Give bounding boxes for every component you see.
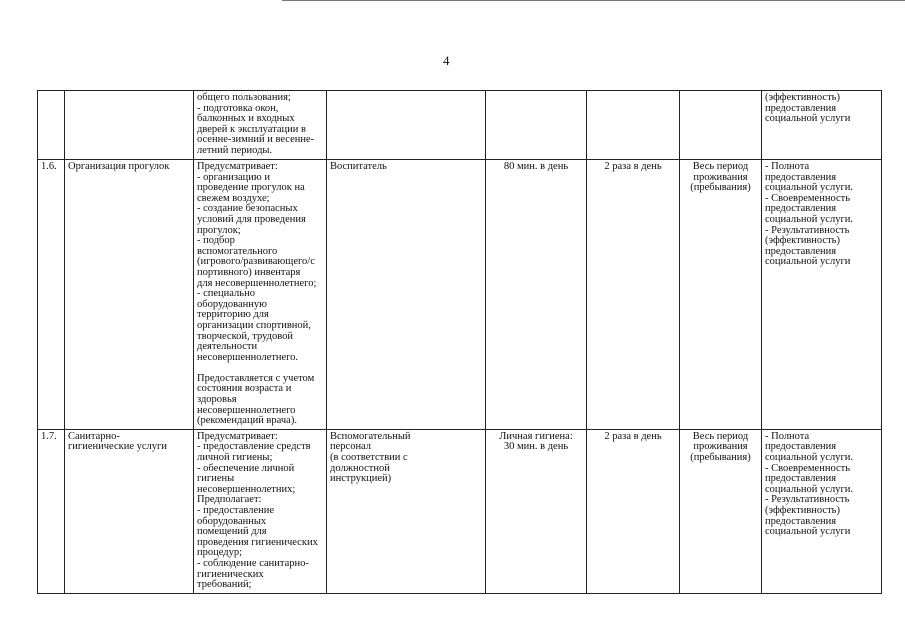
text-line: социальной услуги. — [765, 213, 853, 225]
text-line: Весь период — [692, 430, 749, 442]
text-line: предоставления — [765, 515, 837, 527]
text-line: гигиены — [197, 473, 235, 485]
cell-description — [194, 429, 327, 593]
text-line: социальной услуги — [765, 113, 851, 125]
cell-performer — [327, 429, 486, 593]
text-line: предоставления — [765, 441, 837, 453]
text-line: Предоставляется с учетом — [197, 372, 315, 384]
text-line: процедур; — [197, 547, 243, 559]
text-line: предоставления — [765, 245, 837, 257]
text-line: гигиенические услуги — [68, 441, 167, 453]
text-line: (эффективность) — [765, 235, 840, 247]
text-line: проведения гигиенических — [197, 536, 318, 548]
cell-period — [680, 160, 762, 430]
text-line: прогулок; — [197, 224, 241, 236]
cell-service-name — [65, 91, 194, 160]
text-line: социальной услуги. — [765, 452, 853, 464]
cell-frequency: 2 раза в день — [587, 160, 680, 430]
cell-service-name — [65, 160, 194, 430]
cell-description — [194, 160, 327, 430]
services-table — [37, 90, 882, 594]
text-line: творческой, трудовой — [197, 330, 294, 342]
text-line: - Результативность — [765, 224, 850, 236]
text-line: условий для проведения — [197, 213, 306, 225]
text-line: состояния возраста и — [197, 383, 292, 395]
text-line: - соблюдение санитарно- — [197, 557, 309, 569]
text-line: дверей к эксплуатации в — [197, 123, 306, 135]
text-line: балконных и входных — [197, 113, 295, 125]
text-line: - предоставление средств — [197, 441, 311, 453]
text-line: проживания — [693, 171, 748, 183]
text-line: предоставления — [765, 473, 837, 485]
text-line: оборудованных — [197, 515, 267, 527]
text-line: - Своевременность — [765, 192, 851, 204]
table-row — [38, 91, 882, 160]
text-line: - Полнота — [765, 161, 810, 172]
text-line: несовершеннолетних; — [197, 483, 296, 495]
text-line: (эффективность) — [765, 505, 840, 516]
text-line: - создание безопасных — [197, 203, 298, 215]
text-line: (эффективность) — [765, 92, 840, 103]
text-line: общего пользования; — [197, 92, 291, 103]
text-line: должностной — [330, 462, 390, 474]
text-line: портивного) инвентаря — [197, 266, 301, 278]
text-line: - обеспечение личной — [197, 462, 295, 474]
text-line: - Результативность — [765, 494, 850, 506]
text-line: гигиенических — [197, 568, 264, 580]
cell-period — [680, 91, 762, 160]
cell-indicators — [762, 429, 882, 593]
text-line: несовершеннолетнего — [197, 404, 296, 416]
text-line: социальной услуги — [765, 256, 851, 268]
text-line: - организацию и — [197, 171, 270, 183]
text-line: (игрового/развивающего/с — [197, 256, 315, 268]
cell-indicators — [762, 91, 882, 160]
text-line: - Полнота — [765, 430, 810, 442]
text-line: - подбор — [197, 235, 235, 247]
text-line: несовершеннолетнего. — [197, 351, 299, 363]
table-row — [38, 160, 882, 430]
table-row — [38, 429, 882, 593]
cell-num — [38, 91, 65, 160]
text-line: летний периоды. — [197, 144, 273, 156]
text-line: предоставления — [765, 203, 837, 215]
text-line: социальной услуги. — [765, 182, 853, 194]
text-line: - Своевременность — [765, 462, 851, 474]
text-line: Весь период — [692, 161, 749, 172]
text-line: (пребывания) — [690, 452, 751, 464]
text-line: - подготовка окон, — [197, 102, 279, 114]
cell-num: 1.7. — [38, 429, 65, 593]
cell-period — [680, 429, 762, 593]
text-line: организации спортивной, — [197, 319, 311, 331]
text-line: проведение прогулок на — [197, 182, 305, 194]
text-line: (пребывания) — [690, 182, 751, 194]
text-line: Предусматривает: — [197, 430, 278, 442]
text-line: требований; — [197, 579, 252, 591]
text-line: Санитарно- — [68, 430, 120, 442]
text-line: (в соответствии с — [330, 452, 408, 464]
cell-service-name — [65, 429, 194, 593]
text-line: - предоставление — [197, 505, 275, 516]
text-line: - специально — [197, 288, 255, 300]
text-line: предоставления — [765, 171, 837, 183]
text-line: оборудованную — [197, 298, 267, 310]
page-number: 4 — [443, 53, 450, 68]
text-line: для несовершеннолетнего; — [197, 277, 317, 289]
text-line: проживания — [693, 441, 748, 453]
text-line: предоставления — [765, 102, 837, 114]
cell-num: 1.6. — [38, 160, 65, 430]
text-line: личной гигиены; — [197, 452, 273, 464]
text-line: деятельности — [197, 341, 258, 353]
text-line: Организация прогулок — [68, 161, 170, 172]
cell-frequency — [587, 91, 680, 160]
text-line: территорию для — [197, 309, 269, 321]
page-top-edge-line — [282, 0, 905, 1]
text-line: 30 мин. в день — [503, 441, 569, 453]
text-line: здоровья — [197, 394, 237, 406]
text-line: (рекомендаций врача). — [197, 415, 297, 427]
text-line: персонал — [330, 441, 372, 453]
text-line: социальной услуги. — [765, 483, 853, 495]
text-line: Личная гигиена: — [499, 430, 573, 442]
text-line: инструкцией) — [330, 473, 392, 485]
cell-duration — [486, 160, 587, 430]
cell-duration — [486, 429, 587, 593]
cell-performer — [327, 91, 486, 160]
text-line: Вспомогательный — [330, 430, 411, 442]
text-line: помещений для — [197, 526, 267, 538]
text-line: свежем воздухе; — [197, 192, 270, 204]
text-line: социальной услуги — [765, 526, 851, 538]
cell-description — [194, 91, 327, 160]
text-line: 80 мин. в день — [503, 161, 569, 172]
cell-indicators — [762, 160, 882, 430]
cell-performer — [327, 160, 486, 430]
text-line: осенне-зимний и весенне- — [197, 134, 315, 146]
cell-duration — [486, 91, 587, 160]
text-line: Предусматривает: — [197, 161, 278, 172]
text-line: вспомогательного — [197, 245, 278, 257]
text-line: Предполагает: — [197, 494, 262, 506]
text-line: Воспитатель — [330, 161, 387, 172]
cell-frequency: 2 раза в день — [587, 429, 680, 593]
